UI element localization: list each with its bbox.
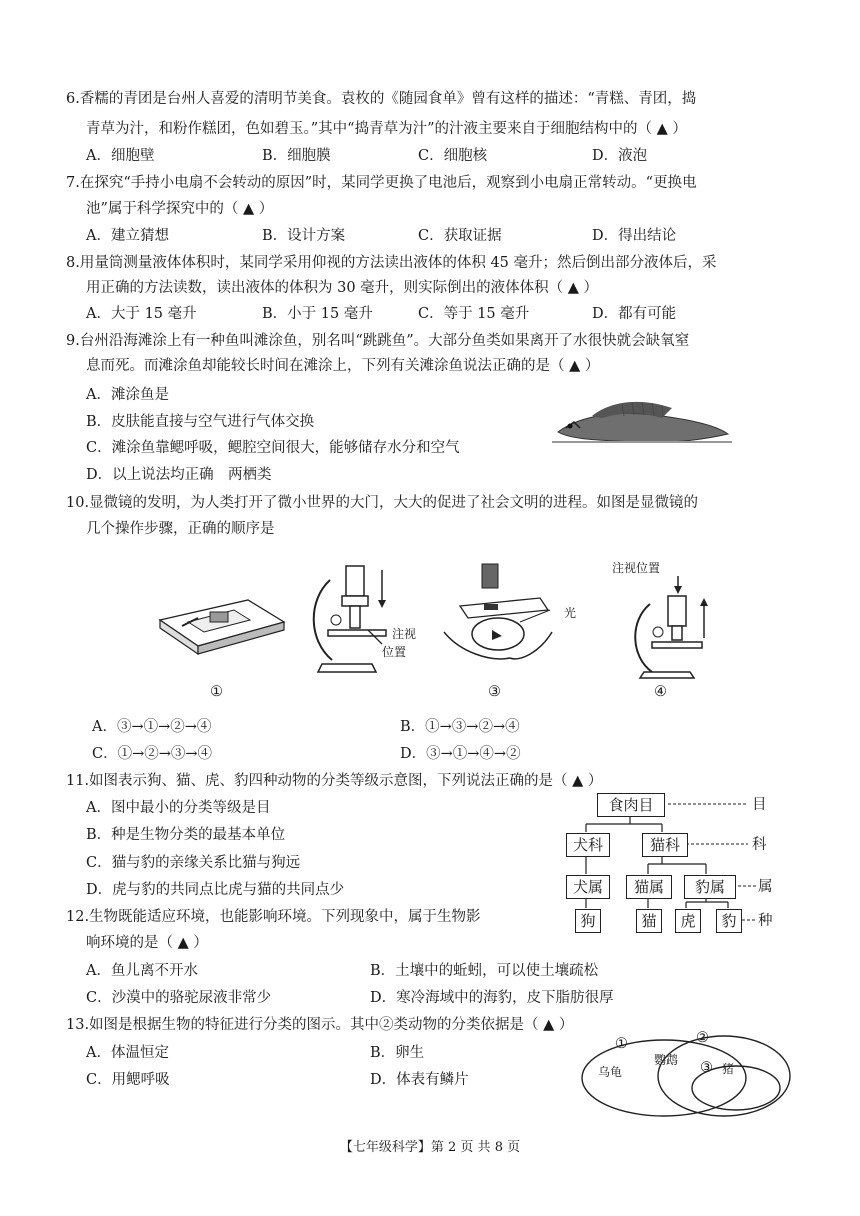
venn-animal-parrot: 鹦鹉 — [654, 1053, 679, 1067]
tree-node-species-cat: 猫 — [636, 909, 662, 933]
q9-option-b: B．皮肤能直接与空气进行气体交换 — [86, 414, 315, 430]
page-footer: 【七年级科学】第 2 页 共 8 页 — [339, 1140, 521, 1155]
venn-label-3: ③ — [700, 1060, 713, 1076]
venn-label-2: ② — [696, 1030, 709, 1046]
q13-option-b: B．卵生 — [370, 1045, 425, 1061]
tree-rank-genus: 属 — [758, 879, 773, 895]
tree-rank-family: 科 — [752, 837, 767, 853]
q12-stem-line2: 响环境的是（ ▲ ） — [86, 935, 208, 951]
q11-stem-line1: 11.如图表示狗、猫、虎、豹四种动物的分类等级示意图，下列说法正确的是（ ▲ ） — [66, 773, 603, 789]
q9-stem-line2: 息而死。而滩涂鱼却能较长时间在滩涂上，下列有关滩涂鱼说法正确的是（ ▲ ） — [86, 358, 600, 374]
q13-option-d: D．体表有鳞片 — [370, 1072, 469, 1088]
q10-gaze-label-mid: 注视 — [392, 627, 417, 641]
q7-stem-line1: 7.在探究“手持小电扇不会转动的原因”时，某同学更换了电池后，观察到小电扇正常转动。“更换电 — [66, 175, 697, 191]
q10-gaze-label-top: 注视位置 — [612, 561, 661, 575]
q10-fig-num-4: ④ — [654, 684, 667, 700]
q7-option-d: D．得出结论 — [592, 228, 677, 244]
q12-option-b: B．土壤中的蚯蚓，可以使土壤疏松 — [370, 963, 599, 979]
microscope-step-2-figure — [302, 560, 412, 680]
q9-handwritten-note: 两栖类 — [228, 467, 272, 483]
q6-option-c: C．细胞核 — [418, 148, 488, 164]
q6-option-a: A．细胞壁 — [86, 148, 155, 164]
q10-fig-num-1: ① — [210, 684, 223, 700]
q12-stem-line1: 12.生物既能适应环境，也能影响环境。下列现象中，属于生物影 — [66, 909, 481, 925]
q10-stem-line2: 几个操作步骤，正确的顺序是 — [86, 521, 275, 537]
microscope-step-4-figure — [628, 576, 718, 680]
q11-option-d: D．虎与豹的共同点比虎与猫的共同点少 — [86, 882, 345, 898]
q6-stem-line2: 青草为汁，和粉作糕团，色如碧玉。”其中“捣青草为汁”的汁液主要来自于细胞结构中的（ ▲ ） — [86, 121, 687, 137]
q10-fig-num-3: ③ — [488, 684, 501, 700]
q10-option-b: B．①→③→②→④ — [400, 719, 520, 735]
q13-option-a: A．体温恒定 — [86, 1045, 169, 1061]
q10-option-d: D．③→①→④→② — [400, 746, 521, 762]
q10-stem-line1: 10.显微镜的发明，为人类打开了微小世界的大门，大大的促进了社会文明的进程。如图是显微镜的 — [66, 495, 699, 511]
q8-stem-line2: 用正确的方法读数，读出液体的体积为 30 毫升，则实际倒出的液体体积（ ▲ ） — [86, 280, 599, 296]
tree-node-genus-panthera: 豹属 — [684, 875, 736, 899]
q7-option-b: B．设计方案 — [262, 228, 346, 244]
microscope-step-1-figure — [158, 598, 288, 656]
q10-light-label: 光 — [564, 606, 577, 620]
q8-option-c: C．等于 15 毫升 — [418, 306, 530, 322]
q11-option-c: C．猫与豹的亲缘关系比猫与狗远 — [86, 855, 301, 871]
q11-option-a: A．图中最小的分类等级是目 — [86, 800, 271, 816]
q9-option-a: A．滩涂鱼是 — [86, 387, 169, 403]
q9-stem-line1: 9.台州沿海滩涂上有一种鱼叫滩涂鱼，别名叫“跳跳鱼”。大部分鱼类如果离开了水很快就会缺氧窒 — [66, 333, 690, 349]
venn-label-1: ① — [615, 1036, 628, 1052]
tree-node-order: 食肉目 — [597, 793, 665, 817]
q11-option-b: B．种是生物分类的最基本单位 — [86, 827, 286, 843]
tree-node-family-cat: 猫科 — [642, 833, 688, 857]
q8-option-b: B．小于 15 毫升 — [262, 306, 373, 322]
tree-node-species-tiger: 虎 — [675, 909, 701, 933]
q13-stem-line1: 13.如图是根据生物的特征进行分类的图示。其中②类动物的分类依据是（ ▲ ） — [66, 1017, 574, 1033]
q6-option-d: D．液泡 — [592, 148, 648, 164]
tree-rank-order: 目 — [752, 797, 767, 813]
q9-option-d: D．以上说法均正确 — [86, 467, 214, 483]
tree-node-genus-felis: 猫属 — [626, 875, 672, 899]
q12-option-c: C．沙漠中的骆驼尿液非常少 — [86, 990, 272, 1006]
q13-option-c: C．用鳃呼吸 — [86, 1072, 170, 1088]
q12-option-a: A．鱼儿离不开水 — [86, 963, 198, 979]
q6-option-b: B．细胞膜 — [262, 148, 331, 164]
q6-stem-line1: 6.香糯的青团是台州人喜爱的清明节美食。袁枚的《随园食单》曾有这样的描述：“青糕、青团，捣 — [66, 91, 697, 107]
tree-node-species-dog: 狗 — [575, 909, 601, 933]
q9-option-c: C．滩涂鱼靠鳃呼吸，鳃腔空间很大，能够储存水分和空气 — [86, 440, 460, 456]
venn-animal-turtle: 乌龟 — [598, 1065, 623, 1079]
tree-node-family-dog: 犬科 — [566, 833, 610, 857]
venn-animal-pig: 猪 — [722, 1062, 735, 1076]
tree-node-genus-canis: 犬属 — [566, 875, 610, 899]
q7-option-a: A．建立猜想 — [86, 228, 169, 244]
q7-option-c: C．获取证据 — [418, 228, 502, 244]
q8-stem-line1: 8.用量筒测量液体体积时，某同学采用仰视的方法读出液体的体积 45 毫升；然后倒出部分液体后，采 — [66, 255, 717, 271]
q10-option-c: C．①→②→③→④ — [92, 746, 213, 762]
tree-rank-species: 种 — [758, 913, 773, 929]
q10-gaze-label-mid2: 位置 — [382, 645, 407, 659]
q7-stem-line2: 池”属于科学探究中的（ ▲ ） — [86, 201, 274, 217]
q8-option-a: A．大于 15 毫升 — [86, 306, 197, 322]
q10-option-a: A．③→①→②→④ — [92, 719, 212, 735]
q8-option-d: D．都有可能 — [592, 306, 677, 322]
tree-node-species-leopard: 豹 — [716, 909, 742, 933]
q12-option-d: D．寒冷海域中的海豹，皮下脂肪很厚 — [370, 990, 614, 1006]
mudskipper-image — [552, 396, 732, 452]
